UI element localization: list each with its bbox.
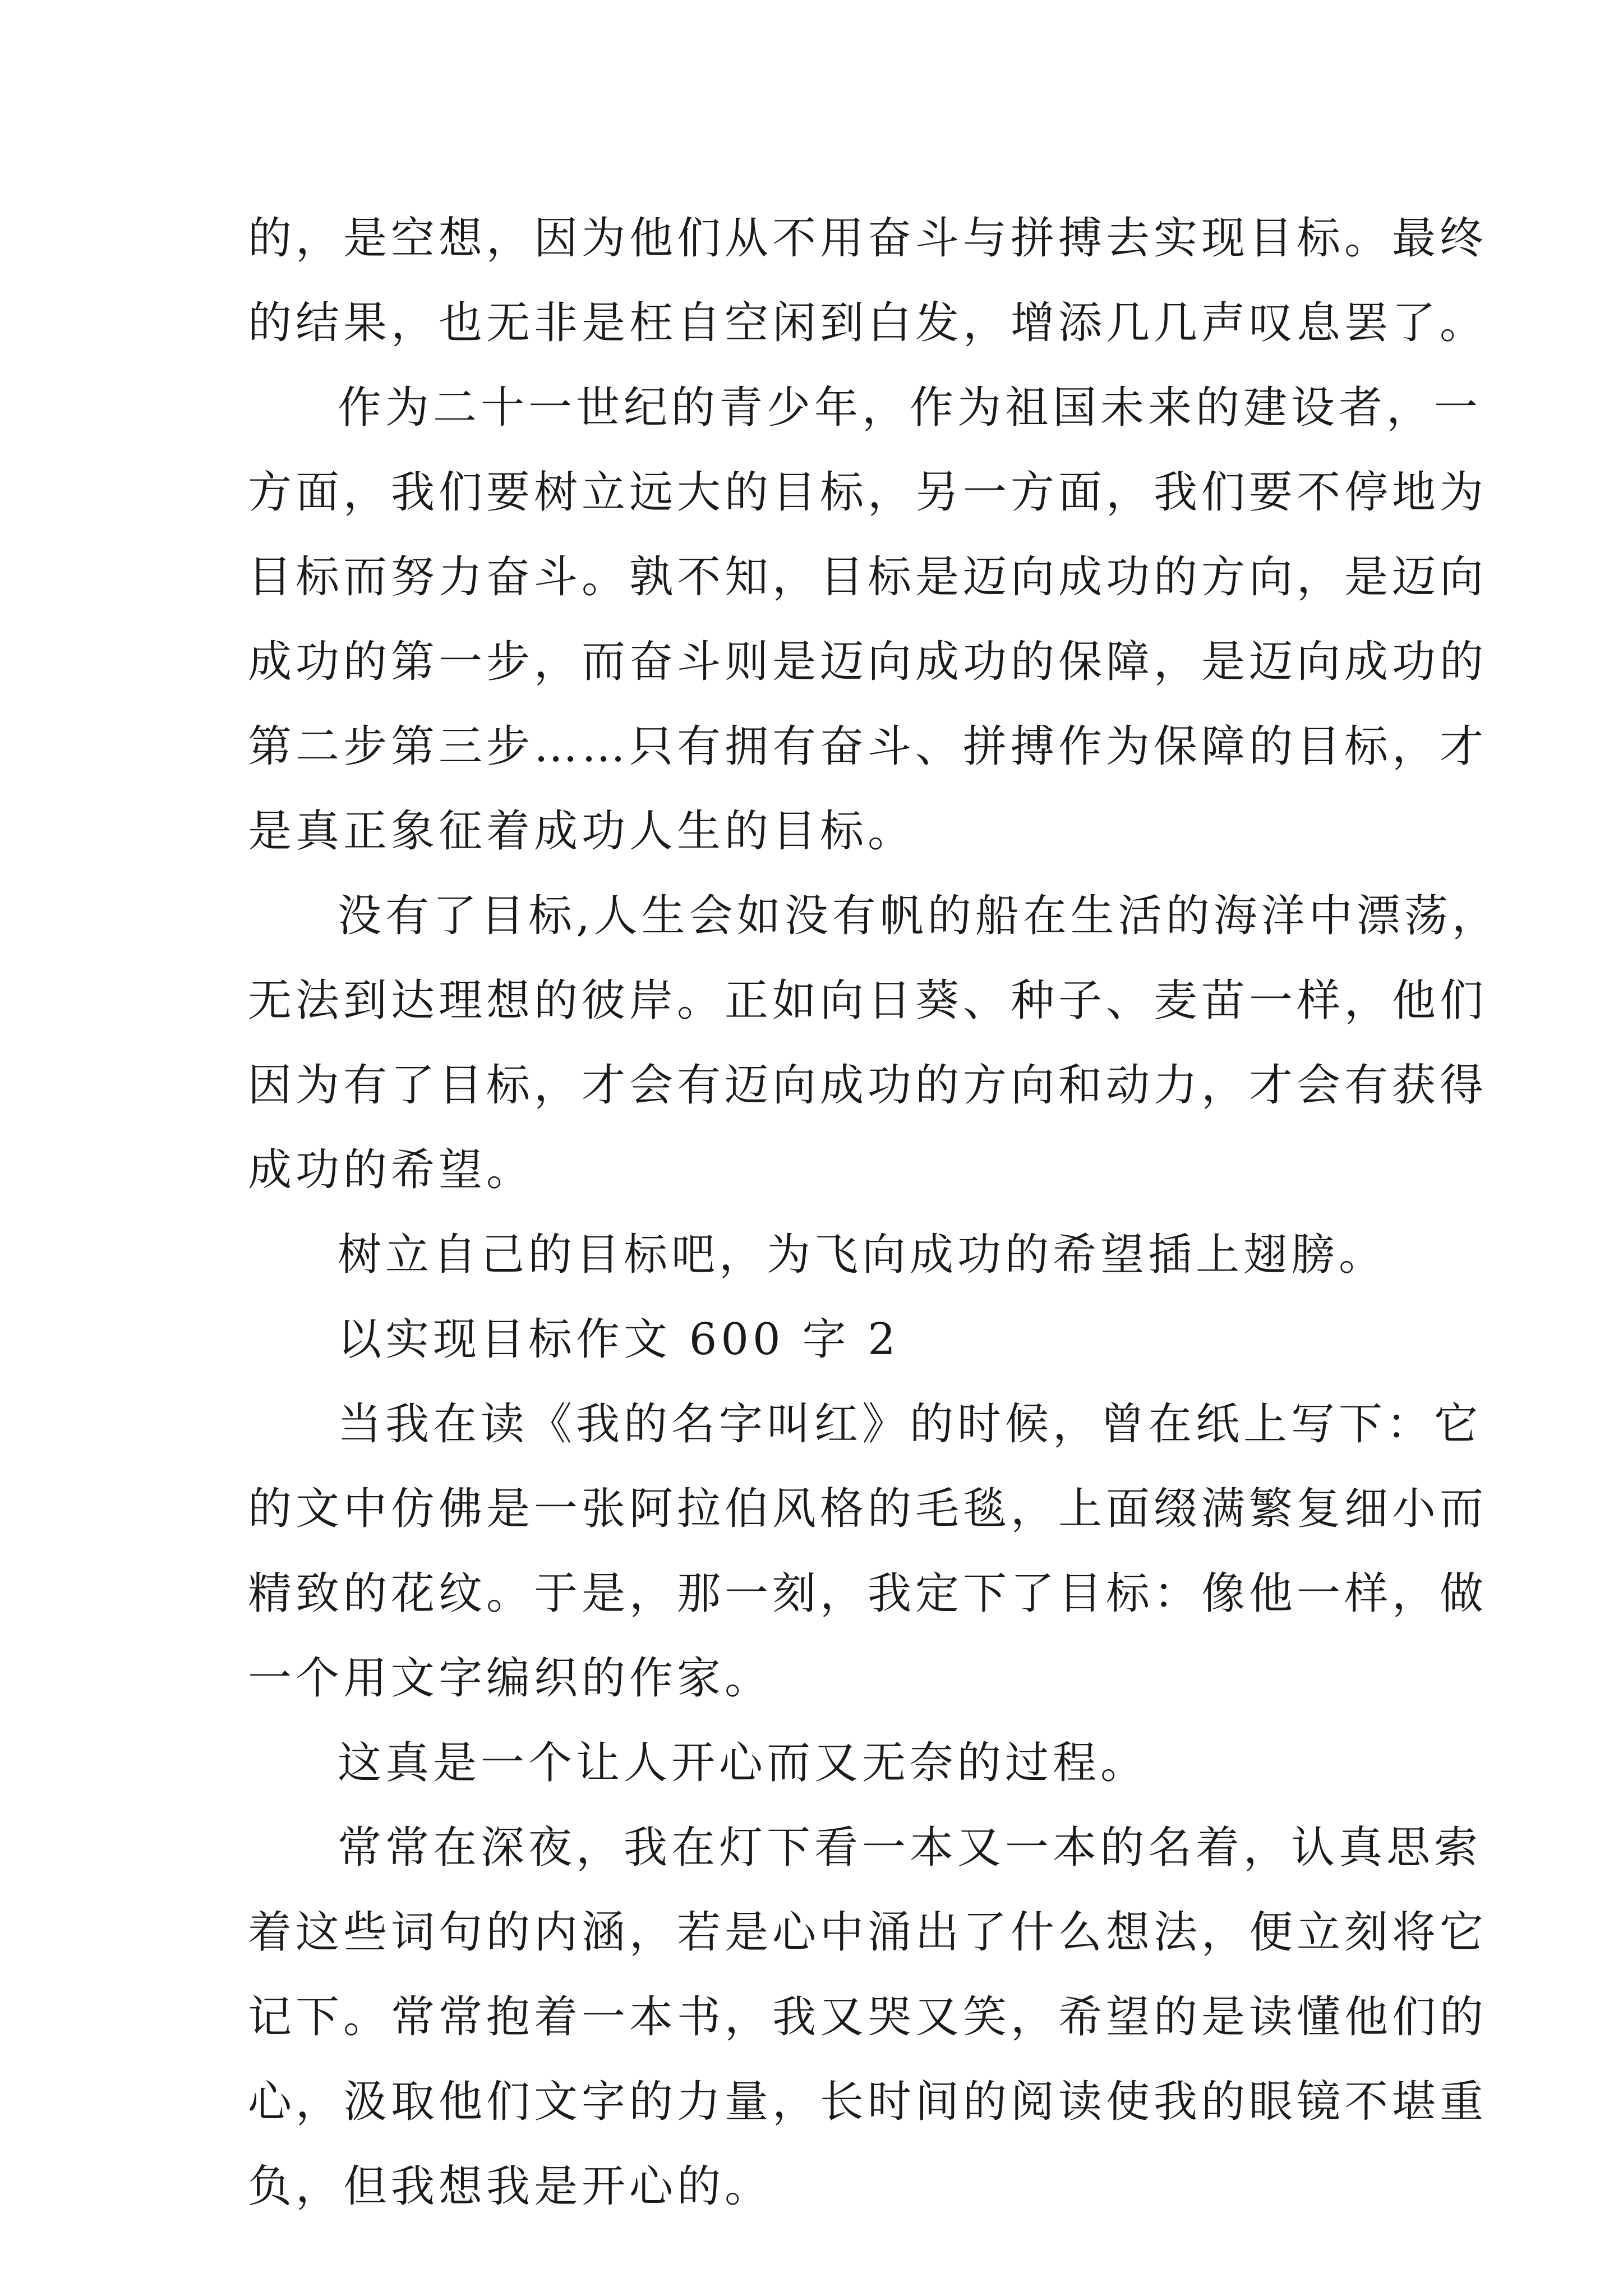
- text-line: 第二步第三步……只有拥有奋斗、拼搏作为保障的目标，才: [248, 721, 1488, 772]
- text-line: 无法到达理想的彼岸。正如向日葵、种子、麦苗一样，他们: [248, 976, 1488, 1026]
- text-line: 心，汲取他们文字的力量，长时间的阅读使我的眼镜不堪重: [248, 2077, 1488, 2127]
- text-line: 的结果，也无非是枉自空闲到白发，增添几几声叹息罢了。: [248, 298, 1488, 348]
- text-line: 成功的希望。: [248, 1145, 534, 1195]
- text-line: 目标而努力奋斗。孰不知，目标是迈向成功的方向，是迈向: [248, 552, 1488, 602]
- section-heading: 以实现目标作文 600 字 2: [338, 1314, 900, 1365]
- text-line: 一个用文字编织的作家。: [248, 1653, 773, 1704]
- text-line: 记下。常常抱着一本书，我又哭又笑，希望的是读懂他们的: [248, 1992, 1488, 2042]
- text-line: 成功的第一步，而奋斗则是迈向成功的保障，是迈向成功的: [248, 637, 1488, 687]
- paragraph-start-line: 作为二十一世纪的青少年，作为祖国未来的建设者，一: [338, 383, 1482, 433]
- text-line: 方面，我们要树立远大的目标，另一方面，我们要不停地为: [248, 467, 1488, 518]
- text-line: 的，是空想，因为他们从不用奋斗与拼搏去实现目标。最终: [248, 213, 1488, 264]
- text-line: 的文中仿佛是一张阿拉伯风格的毛毯，上面缀满繁复细小而: [248, 1484, 1488, 1534]
- text-line: 负，但我想我是开心的。: [248, 2161, 773, 2212]
- body-text: [248, 196, 1500, 2229]
- text-line: 着这些词句的内涵，若是心中涌出了什么想法，便立刻将它: [248, 1907, 1488, 1958]
- paragraph-start-line: 没有了目标,人生会如没有帆的船在生活的海洋中漂荡，: [338, 891, 1500, 941]
- paragraph-start-line: 当我在读《我的名字叫红》的时候，曾在纸上写下：它: [338, 1399, 1482, 1450]
- paragraph-start-line: 常常在深夜，我在灯下看一本又一本的名着，认真思索: [338, 1823, 1482, 1873]
- text-line: 是真正象征着成功人生的目标。: [248, 806, 916, 857]
- paragraph-start-line: 树立自己的目标吧，为飞向成功的希望插上翅膀。: [338, 1230, 1387, 1280]
- paragraph-start-line: 这真是一个让人开心而又无奈的过程。: [338, 1738, 1149, 1788]
- text-line: 精致的花纹。于是，那一刻，我定下了目标：像他一样，做: [248, 1568, 1488, 1619]
- text-line: 因为有了目标，才会有迈向成功的方向和动力，才会有获得: [248, 1060, 1488, 1111]
